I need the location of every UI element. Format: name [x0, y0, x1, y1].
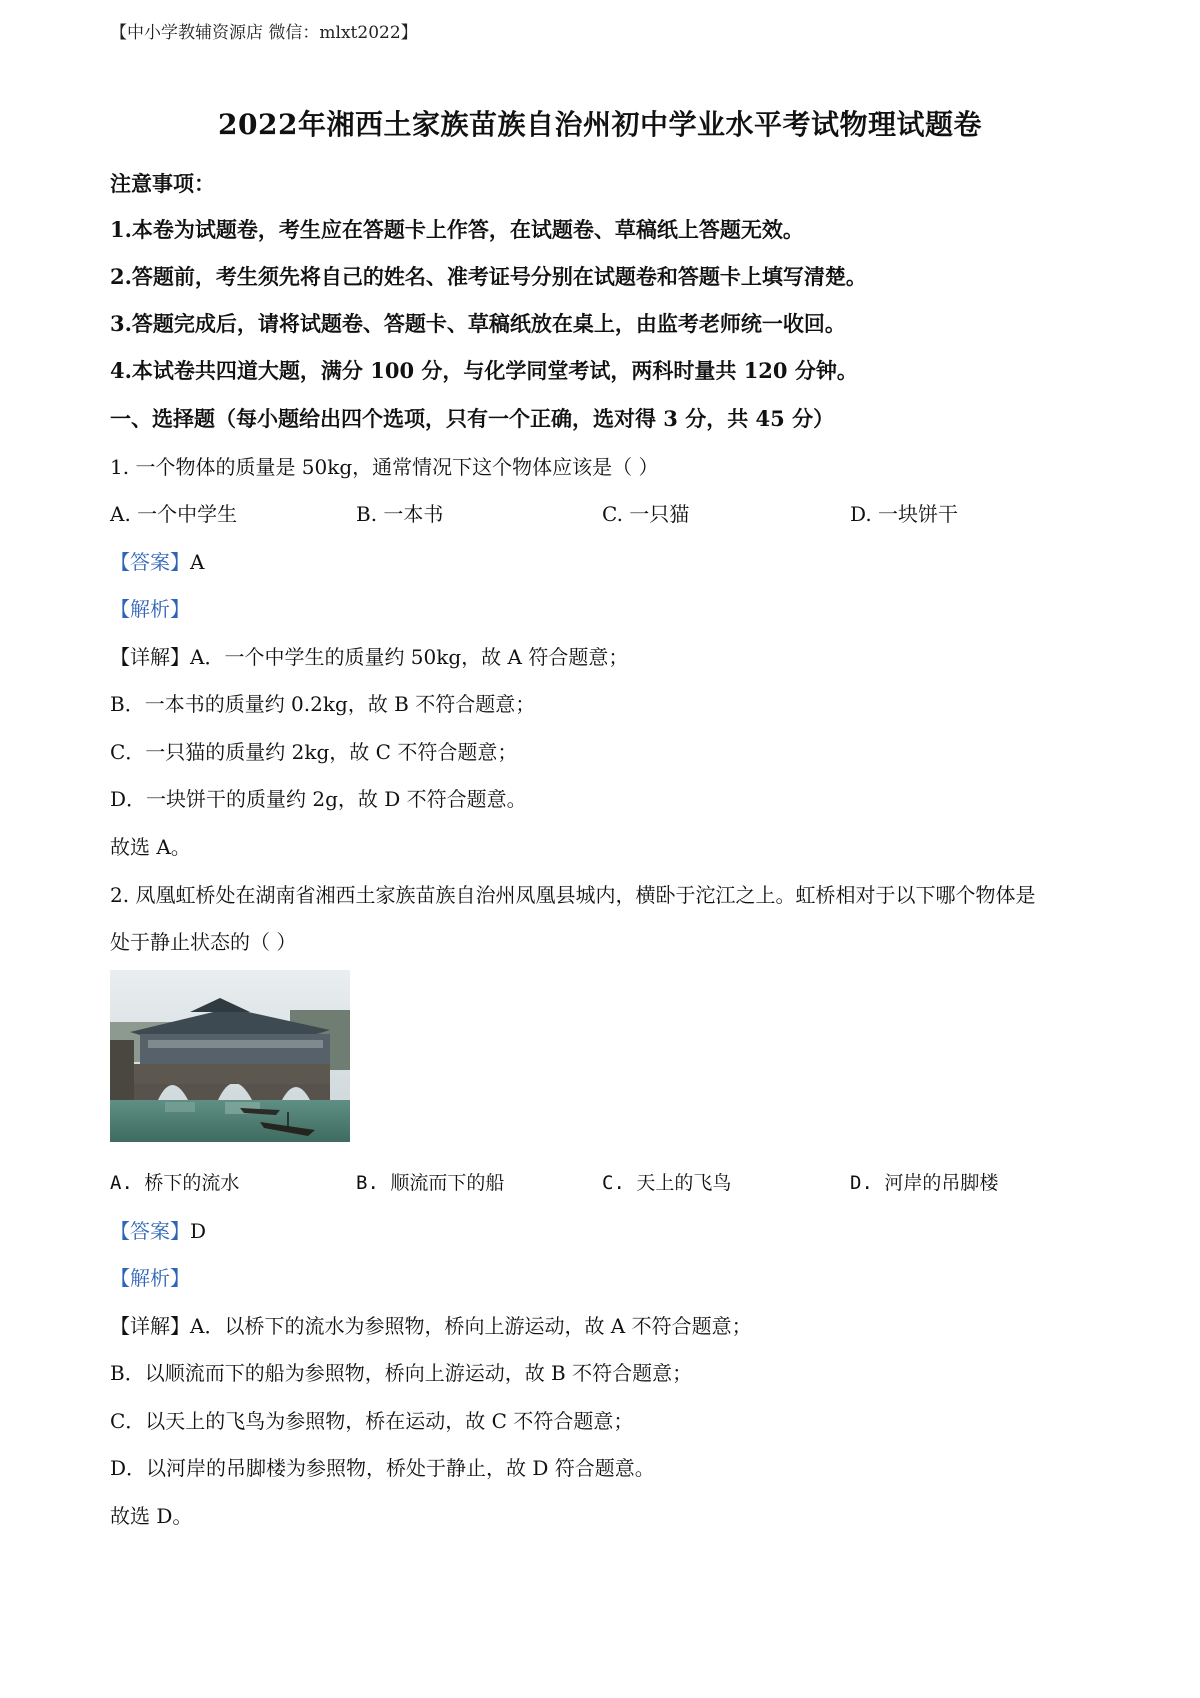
q2-option-b: B. 顺流而下的船	[356, 1172, 505, 1194]
q1-answer	[110, 546, 204, 575]
q2-option-c: C. 天上的飞鸟	[602, 1172, 732, 1194]
q2-answer-value: D	[190, 1219, 207, 1243]
notice-item-3: 3.答题完成后，请将试题卷、答题卡、草稿纸放在桌上，由监考老师统一收回。	[110, 311, 846, 336]
q2-detail-4: D．以河岸的吊脚楼为参照物，桥处于静止，故 D 符合题意。	[110, 1456, 655, 1480]
q1-detail-text-1: A．一个中学生的质量约 50kg，故 A 符合题意；	[190, 645, 629, 669]
q1-detail-2: B．一本书的质量约 0.2kg，故 B 不符合题意；	[110, 692, 536, 716]
q1-option-c: C. 一只猫	[602, 502, 690, 526]
q1-option-a: A. 一个中学生	[110, 502, 238, 526]
q2-answer-tag: 【答案】	[110, 1219, 190, 1243]
q1-detail-tag: 【详解】	[110, 645, 190, 669]
q2-option-a: A. 桥下的流水	[110, 1172, 240, 1194]
page-title: 2022年湘西土家族苗族自治州初中学业水平考试物理试题卷	[218, 108, 982, 141]
header-note: 【中小学教辅资源店 微信：mlxt2022】	[110, 23, 418, 43]
q1-detail-3: C．一只猫的质量约 2kg，故 C 不符合题意；	[110, 740, 518, 764]
notice-heading: 注意事项：	[110, 171, 215, 196]
q1-option-b: B. 一本书	[356, 502, 444, 526]
section-heading: 一、选择题（每小题给出四个选项，只有一个正确，选对得 3 分，共 45 分）	[110, 406, 835, 431]
q1-answer-value: A	[190, 550, 205, 574]
q2-analysis-tag: 【解析】	[110, 1266, 190, 1290]
q1-stem: 1. 一个物体的质量是 50kg，通常情况下这个物体应该是（ ）	[110, 455, 659, 479]
q2-detail-text-1: A．以桥下的流水为参照物，桥向上游运动，故 A 不符合题意；	[190, 1314, 752, 1338]
q2-detail-tag: 【详解】	[110, 1314, 190, 1338]
bridge-photo	[110, 970, 350, 1142]
q2-stem-line1: 2. 凤凰虹桥处在湖南省湘西土家族苗族自治州凤凰县城内，横卧于沱江之上。虹桥相对于以下哪个物体是	[110, 883, 1036, 907]
notice-item-4: 4.本试卷共四道大题，满分 100 分，与化学同堂考试，两科时量共 120 分钟。	[110, 358, 858, 383]
q1-option-d: D. 一块饼干	[850, 502, 959, 526]
q2-answer	[110, 1215, 206, 1244]
q1-detail-1	[110, 641, 628, 670]
notice-item-2: 2.答题前，考生须先将自己的姓名、准考证号分别在试题卷和答题卡上填写清楚。	[110, 264, 867, 289]
q1-detail-4: D．一块饼干的质量约 2g，故 D 不符合题意。	[110, 787, 527, 811]
notice-item-1: 1.本卷为试题卷，考生应在答题卡上作答，在试题卷、草稿纸上答题无效。	[110, 217, 804, 242]
q2-detail-2: B．以顺流而下的船为参照物，桥向上游运动，故 B 不符合题意；	[110, 1361, 693, 1385]
q2-option-d: D. 河岸的吊脚楼	[850, 1172, 999, 1194]
q2-conclusion: 故选 D。	[110, 1504, 193, 1528]
q1-conclusion: 故选 A。	[110, 835, 191, 859]
q1-answer-tag: 【答案】	[110, 550, 190, 574]
q2-stem-line2: 处于静止状态的（ ）	[110, 930, 297, 954]
bridge-illustration	[110, 970, 350, 1142]
q2-detail-1	[110, 1310, 752, 1339]
q2-detail-3: C．以天上的飞鸟为参照物，桥在运动，故 C 不符合题意；	[110, 1409, 634, 1433]
q1-analysis-tag: 【解析】	[110, 597, 190, 621]
